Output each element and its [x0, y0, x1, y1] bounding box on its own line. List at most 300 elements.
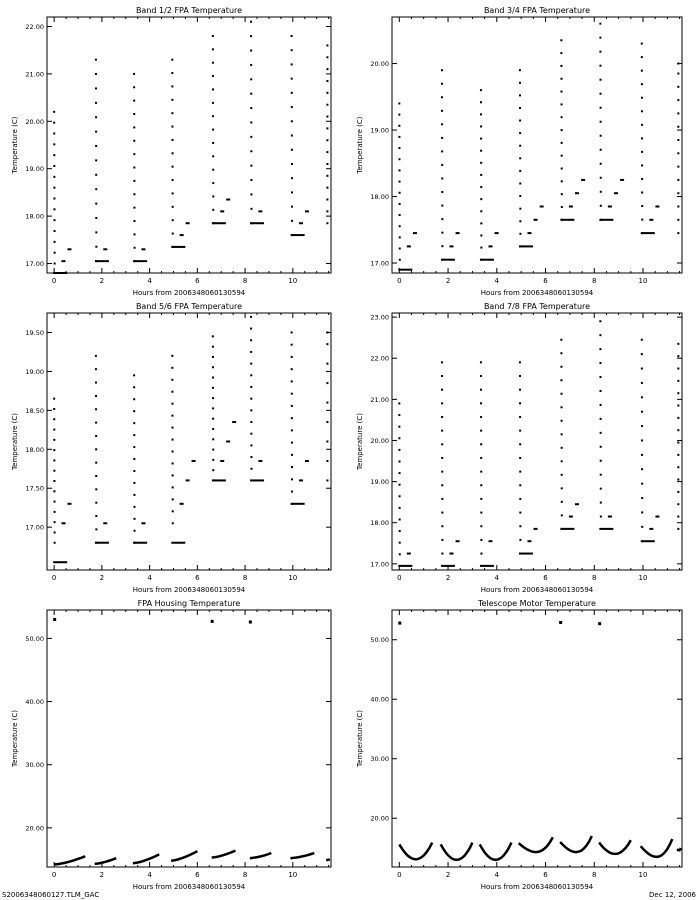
data-point: [134, 530, 136, 532]
data-point: [133, 494, 135, 496]
x-tick-label: 4: [494, 277, 500, 285]
data-point: [560, 366, 562, 368]
x-tick-label: 10: [288, 277, 298, 285]
data-trace: [480, 843, 512, 860]
data-point: [54, 252, 56, 254]
data-point: [600, 502, 602, 504]
data-point: [519, 233, 521, 235]
x-tick-label: 4: [494, 871, 500, 879]
data-point: [250, 316, 252, 318]
data-point: [600, 516, 602, 518]
data-point: [399, 192, 401, 194]
data-point: [399, 203, 401, 205]
data-point: [172, 179, 174, 181]
data-point: [326, 441, 328, 443]
data-series: [398, 320, 679, 567]
data-point: [53, 439, 55, 441]
data-point: [133, 374, 135, 376]
data-point: [220, 210, 224, 212]
data-point: [599, 528, 613, 530]
data-point: [291, 177, 293, 179]
data-point: [291, 63, 293, 65]
data-point: [326, 402, 328, 404]
y-axis-label: Temperature (C): [11, 116, 19, 174]
data-point: [95, 59, 97, 61]
data-point: [519, 120, 521, 122]
data-point: [291, 191, 293, 193]
data-point: [250, 479, 264, 481]
data-point: [53, 449, 55, 451]
data-point: [398, 449, 400, 451]
data-point: [561, 142, 563, 144]
data-point: [250, 35, 252, 37]
data-point: [519, 195, 521, 197]
data-point: [212, 102, 214, 104]
data-point: [53, 198, 55, 200]
data-point: [641, 540, 655, 542]
data-point: [212, 387, 214, 389]
data-point: [250, 409, 252, 411]
y-tick-label: 50.00: [25, 634, 44, 643]
data-point: [291, 78, 293, 80]
data-point: [53, 208, 55, 210]
data-point: [480, 402, 482, 404]
data-point: [519, 416, 521, 418]
data-point: [441, 389, 443, 391]
y-tick-label: 21.00: [370, 395, 389, 404]
data-point: [480, 113, 482, 115]
plot-frame: [47, 313, 331, 570]
data-point: [53, 187, 55, 189]
data-point: [326, 187, 328, 189]
data-point: [250, 179, 252, 181]
data-point: [575, 503, 579, 505]
data-point: [291, 429, 293, 431]
data-point: [599, 348, 601, 350]
source-file-label: S2006348060127.TLM_GAC: [2, 891, 100, 899]
data-point: [212, 479, 226, 481]
data-point: [212, 449, 214, 451]
data-point: [212, 346, 214, 348]
data-point: [172, 219, 174, 221]
data-point: [677, 99, 679, 101]
x-tick-label: 0: [51, 871, 57, 879]
data-point: [172, 166, 174, 168]
data-series: [398, 621, 680, 860]
data-point: [250, 339, 252, 341]
data-trace: [171, 851, 197, 861]
date-label: Dec 12, 2006: [649, 891, 696, 899]
data-series: [53, 21, 328, 274]
plot-frame: [47, 17, 331, 273]
data-point: [641, 219, 643, 221]
data-point: [180, 503, 184, 505]
data-point: [600, 390, 602, 392]
data-point: [250, 136, 252, 138]
data-point: [171, 126, 173, 128]
data-point: [95, 462, 97, 464]
data-point: [291, 344, 293, 346]
data-point: [561, 91, 563, 93]
y-tick-label: 20.00: [370, 60, 389, 69]
data-point: [641, 178, 643, 180]
data-point: [326, 104, 328, 106]
data-point: [561, 193, 563, 195]
data-point: [677, 429, 679, 431]
data-point: [291, 92, 293, 94]
data-point: [519, 389, 521, 391]
data-point: [53, 480, 55, 482]
data-point: [171, 355, 173, 357]
data-point: [480, 389, 482, 391]
data-point: [575, 192, 579, 194]
data-point: [677, 355, 679, 357]
data-point: [407, 245, 411, 247]
data-point: [677, 126, 679, 128]
data-point: [133, 113, 135, 115]
data-point: [172, 439, 174, 441]
data-point: [641, 526, 643, 528]
data-point: [641, 110, 643, 112]
data-point: [212, 377, 214, 379]
data-point: [291, 442, 293, 444]
x-tick-label: 6: [195, 871, 200, 879]
data-point: [54, 501, 56, 503]
data-point: [677, 206, 679, 208]
data-point: [172, 474, 174, 476]
data-point: [441, 164, 443, 166]
data-point: [62, 522, 66, 524]
data-point: [326, 151, 328, 153]
data-point: [133, 506, 135, 508]
data-point: [441, 245, 443, 247]
data-point: [641, 368, 643, 370]
data-point: [641, 56, 643, 58]
data-point: [534, 219, 538, 221]
data-point: [133, 434, 135, 436]
data-point: [212, 469, 214, 471]
data-point: [441, 205, 443, 207]
data-point: [212, 75, 214, 77]
data-point: [212, 88, 214, 90]
data-point: [133, 126, 135, 128]
data-point: [133, 422, 135, 424]
chart-panel-4: [356, 302, 682, 594]
data-point: [677, 454, 679, 456]
y-tick-label: 19.00: [25, 367, 44, 376]
data-point: [649, 528, 653, 530]
data-point: [441, 177, 443, 179]
chart-title: Band 3/4 FPA Temperature: [483, 6, 591, 15]
data-point: [171, 246, 185, 248]
data-point: [172, 451, 174, 453]
data-point: [250, 328, 252, 330]
y-tick-label: 17.00: [25, 260, 44, 269]
data-point: [291, 206, 293, 208]
data-point: [171, 379, 173, 381]
data-point: [250, 444, 252, 446]
data-point: [250, 150, 252, 152]
data-point: [527, 232, 531, 234]
data-point: [441, 443, 443, 445]
data-point: [519, 512, 521, 514]
x-tick-label: 6: [195, 574, 200, 582]
data-point: [326, 127, 328, 129]
y-tick-label: 17.50: [25, 484, 44, 493]
chart-title: Band 5/6 FPA Temperature: [135, 302, 243, 311]
data-point: [480, 457, 482, 459]
data-point: [250, 121, 252, 123]
data-point: [133, 73, 135, 75]
data-point: [519, 430, 521, 432]
x-axis-label: Hours from 2006348060130594: [132, 289, 246, 297]
data-point: [600, 135, 602, 137]
data-point: [527, 540, 531, 542]
data-point: [519, 457, 521, 459]
data-point: [519, 132, 521, 134]
data-point: [399, 248, 401, 250]
data-point: [441, 218, 443, 220]
chart-title: Band 1/2 FPA Temperature: [135, 6, 243, 15]
data-point: [54, 241, 56, 243]
data-point: [399, 236, 401, 238]
y-tick-label: 20.00: [25, 117, 44, 126]
data-point: [519, 157, 521, 159]
data-point: [212, 209, 214, 211]
data-point: [95, 73, 97, 75]
plot-frame: [392, 17, 682, 273]
data-point: [561, 514, 563, 516]
data-point: [480, 539, 482, 541]
x-tick-label: 6: [543, 277, 548, 285]
data-point: [641, 339, 643, 341]
data-point: [560, 528, 574, 530]
data-point: [480, 101, 482, 103]
data-point: [641, 124, 643, 126]
data-point: [172, 462, 174, 464]
x-tick-label: 2: [99, 574, 105, 582]
data-point: [641, 164, 643, 166]
data-point: [95, 116, 97, 118]
data-point: [480, 259, 494, 261]
data-point: [291, 478, 293, 480]
y-tick-label: 17.00: [370, 259, 389, 268]
y-tick-label: 40.00: [25, 698, 44, 707]
data-point: [641, 43, 643, 45]
data-point: [54, 531, 56, 533]
data-point: [456, 232, 460, 234]
data-point: [212, 195, 214, 197]
x-tick-label: 10: [638, 574, 648, 582]
data-point: [212, 155, 214, 157]
data-point: [677, 516, 679, 518]
data-point: [398, 125, 400, 127]
data-point: [95, 246, 97, 248]
data-point: [641, 483, 643, 485]
data-point: [480, 138, 482, 140]
data-point: [326, 421, 328, 423]
x-tick-label: 6: [195, 277, 200, 285]
data-point: [133, 220, 135, 222]
data-point: [326, 116, 328, 118]
data-point: [291, 454, 293, 456]
data-trace: [95, 858, 117, 864]
data-point: [641, 411, 643, 413]
data-point: [480, 89, 482, 91]
data-trace: [519, 837, 553, 852]
y-tick-label: 18.00: [370, 519, 389, 528]
data-point: [677, 192, 679, 194]
data-point: [441, 402, 443, 404]
data-trace: [399, 843, 432, 860]
data-point: [95, 542, 109, 544]
x-axis-label: Hours from 2006348060130594: [132, 586, 246, 594]
data-point: [398, 147, 400, 149]
y-tick-label: 30.00: [370, 755, 389, 764]
data-point: [581, 179, 585, 181]
data-point: [226, 199, 230, 201]
data-point: [398, 460, 400, 462]
data-point: [519, 498, 521, 500]
data-point: [480, 484, 482, 486]
data-point: [326, 163, 328, 165]
data-point: [600, 79, 602, 81]
data-point: [326, 479, 328, 481]
data-point: [250, 165, 252, 167]
data-point: [599, 65, 601, 67]
data-point: [326, 382, 328, 384]
x-tick-label: 6: [543, 871, 548, 879]
data-point: [519, 361, 521, 363]
x-tick-label: 2: [445, 574, 451, 582]
data-point: [600, 205, 602, 207]
data-point: [641, 97, 643, 99]
data-point: [134, 518, 136, 520]
data-point: [399, 507, 401, 509]
data-point: [67, 503, 71, 505]
data-point: [600, 488, 602, 490]
data-point: [133, 86, 135, 88]
data-point: [95, 203, 97, 205]
data-trace: [560, 836, 592, 852]
data-point: [677, 405, 679, 407]
data-trace: [290, 853, 314, 858]
data-point: [53, 111, 55, 113]
data-point: [480, 186, 482, 188]
data-point: [326, 222, 328, 224]
data-point: [172, 522, 174, 524]
data-point: [53, 561, 67, 563]
data-point: [488, 245, 492, 247]
data-point: [326, 199, 328, 201]
data-point: [95, 488, 97, 490]
data-point: [677, 166, 679, 168]
data-point: [220, 460, 224, 462]
x-axis-label: Hours from 2006348060130594: [480, 289, 594, 297]
data-series: [53, 618, 330, 865]
data-point: [212, 35, 214, 37]
data-point: [171, 112, 173, 114]
data-point: [599, 51, 601, 53]
data-point: [519, 220, 521, 222]
data-point: [53, 408, 55, 410]
data-point: [519, 107, 521, 109]
x-tick-label: 2: [445, 871, 451, 879]
data-point: [677, 380, 679, 382]
x-tick-label: 10: [638, 277, 648, 285]
data-point: [519, 208, 521, 210]
data-point: [250, 386, 252, 388]
data-trace: [326, 859, 330, 860]
data-point: [133, 193, 135, 195]
data-point: [133, 482, 135, 484]
data-point: [519, 484, 521, 486]
y-tick-label: 22.00: [370, 354, 389, 363]
data-point: [480, 125, 482, 127]
data-point: [171, 72, 173, 74]
data-point: [599, 362, 601, 364]
data-point: [600, 163, 602, 165]
data-point: [291, 368, 293, 370]
data-point: [641, 468, 643, 470]
data-point: [480, 150, 482, 152]
data-point: [250, 468, 252, 470]
data-point: [250, 433, 252, 435]
data-point: [449, 553, 453, 555]
data-point: [600, 404, 602, 406]
x-tick-label: 0: [397, 574, 402, 582]
data-point: [53, 143, 55, 145]
data-point: [326, 331, 328, 333]
data-point: [250, 421, 252, 423]
data-point: [480, 498, 482, 500]
y-axis-label: Temperature (C): [356, 710, 364, 767]
data-point: [519, 94, 521, 96]
data-point: [641, 191, 643, 193]
data-point: [677, 152, 679, 154]
data-point: [600, 149, 602, 151]
data-point: [133, 398, 135, 400]
data-point: [560, 52, 562, 54]
data-point: [480, 525, 482, 527]
data-point: [250, 107, 252, 109]
data-point: [600, 107, 602, 109]
data-point: [480, 162, 482, 164]
data-point: [677, 503, 679, 505]
data-point: [212, 418, 214, 420]
x-tick-label: 2: [445, 277, 451, 285]
data-point: [186, 222, 190, 224]
data-point: [133, 446, 135, 448]
data-point: [53, 490, 55, 492]
data-point: [326, 210, 328, 212]
x-axis-label: Hours from 2006348060130594: [132, 883, 246, 891]
data-point: [519, 553, 533, 555]
chart-panel-3: [11, 302, 331, 594]
data-point: [561, 168, 563, 170]
chart-panel-2: [356, 6, 682, 297]
data-trace: [441, 843, 473, 860]
data-point: [54, 511, 56, 513]
data-point: [212, 428, 214, 430]
data-point: [212, 356, 214, 358]
x-tick-label: 0: [397, 277, 402, 285]
data-point: [441, 553, 443, 555]
data-point: [95, 422, 97, 424]
data-point: [398, 102, 400, 104]
data-point: [519, 145, 521, 147]
data-point: [326, 175, 328, 177]
